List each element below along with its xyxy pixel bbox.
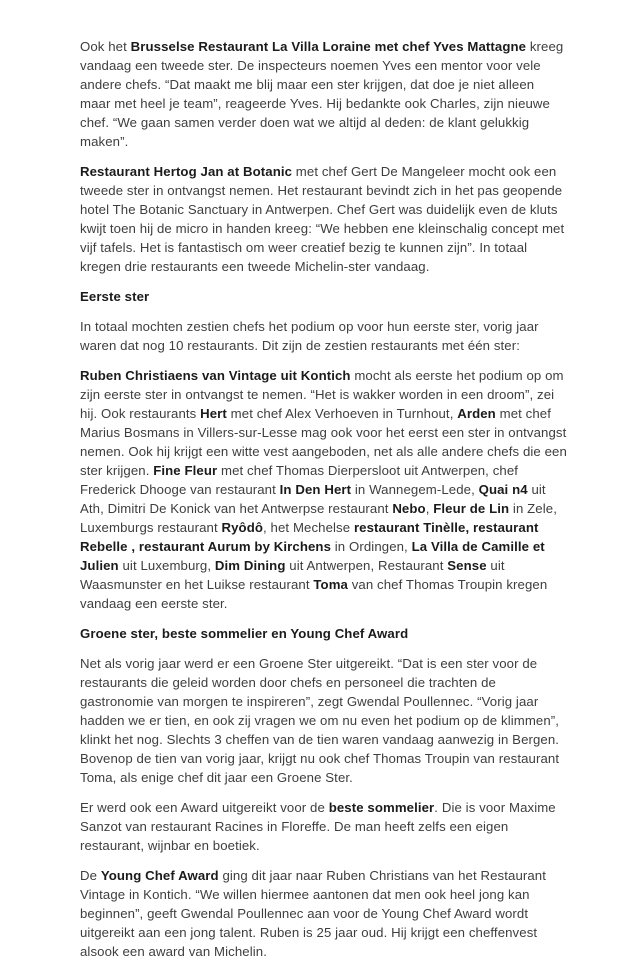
text-run: in Wannegem-Lede, bbox=[351, 482, 479, 497]
text-run: Er werd ook een Award uitgereikt voor de bbox=[80, 800, 329, 815]
text-run: , bbox=[425, 501, 434, 516]
text-run: met chef Alex Verhoeven in Turnhout, bbox=[226, 406, 458, 421]
text-run: uit Luxemburg, bbox=[118, 558, 215, 573]
bold-text-run: Fine Fleur bbox=[153, 463, 218, 478]
bold-text-run: beste sommelier bbox=[328, 800, 435, 815]
bold-text-run: Brusselse Restaurant La Villa Loraine met chef Yves Mattagne bbox=[130, 39, 527, 54]
text-run: Ook het bbox=[80, 39, 131, 54]
bold-text-run: Young Chef Award bbox=[100, 868, 219, 883]
bold-text-run: Ryôdô bbox=[221, 520, 264, 535]
article-paragraph bbox=[80, 162, 568, 276]
section-heading bbox=[80, 624, 568, 643]
bold-text-run: Toma bbox=[313, 577, 348, 592]
text-run: in Zele, Luxemburgs restaurant bbox=[80, 501, 557, 535]
bold-text-run: Groene ster, beste sommelier en Young Chef Award bbox=[80, 626, 409, 641]
text-run: mocht als eerste het podium op om zijn eerste ster in ontvangst te nemen. “Het is wakker worden in een droom”, zei hij. Ook restaurants bbox=[80, 368, 564, 421]
text-run: uit Antwerpen, Restaurant bbox=[285, 558, 448, 573]
article-paragraph bbox=[80, 798, 568, 855]
bold-text-run: Fleur de Lin bbox=[433, 501, 510, 516]
text-run: kreeg vandaag een tweede ster. De inspecteurs noemen Yves een mentor voor vele andere chefs. “Dat maakt me blij maar een ster krijgen, dat doe je niet alleen maar met heel je team”, reageerde Yves. Hij bedankte ook Charles, zijn nieuwe chef. “We gaan samen verder doen wat we altijd al deden: de klant gelukkig maken”. bbox=[80, 39, 564, 149]
bold-text-run: Eerste ster bbox=[80, 289, 150, 304]
bold-text-run: Dim Dining bbox=[214, 558, 286, 573]
text-run: met chef Thomas Dierpersloot uit Antwerpen, chef Frederick Dhooge van restaurant bbox=[80, 463, 519, 497]
article-paragraph bbox=[80, 866, 568, 961]
text-run: . Die is voor Maxime Sanzot van restaurant Racines in Floreffe. De man heeft zelfs een eigen restaurant, wijnbar en boetiek. bbox=[80, 800, 556, 853]
section-heading bbox=[80, 287, 568, 306]
article-paragraph bbox=[80, 654, 568, 787]
article-paragraph bbox=[80, 317, 568, 355]
article-paragraph bbox=[80, 37, 568, 151]
text-run: met chef Gert De Mangeleer mocht ook een tweede ster in ontvangst nemen. Het restaurant bevindt zich in het pas geopende hotel The Botanic Sanctuary in Antwerpen. Chef Gert was duidelijk even de kluts kwijt toen hij de micro in handen kreeg: “We hebben ene kleinschalig concept met vijf tafels. Het is fantastisch om weer creatief bezig te kunnen zijn”. In totaal kregen drie restaurants een tweede Michelin-ster vandaag. bbox=[80, 164, 565, 274]
bold-text-run: Arden bbox=[457, 406, 496, 421]
bold-text-run: Hert bbox=[200, 406, 227, 421]
bold-text-run: Sense bbox=[447, 558, 487, 573]
text-run: met chef Marius Bosmans in Villers-sur-Lesse mag ook voor het eerst een ster in ontvangst nemen. Ook hij krijgt een witte vest aangeboden, net als alle andere chefs die een ster krijgen. bbox=[80, 406, 567, 478]
bold-text-run: Restaurant Hertog Jan at Botanic bbox=[80, 164, 293, 179]
text-run: , het Mechelse bbox=[263, 520, 354, 535]
text-run: in Ordingen, bbox=[331, 539, 412, 554]
text-run: ging dit jaar naar Ruben Christians van het Restaurant Vintage in Kontich. “We willen hiermee aantonen dat men ook heel jong kan beginnen”, geeft Gwendal Poullennec aan voor de Young Chef Award wordt uitgereikt aan een jong talent. Ruben is 25 jaar oud. Hij krijgt een cheffenvest alsook een award van Michelin. bbox=[80, 868, 546, 959]
text-run: Net als vorig jaar werd er een Groene Ster uitgereikt. “Dat is een ster voor de restaurants die geleid worden door chefs en personeel die trachten de gastronomie van morgen te inspireren”, zegt Gwendal Poullennec. “Vorig jaar hadden we er tien, en ook zij vragen we om nu even het podium op de klimmen”, klinkt het nog. Slechts 3 cheffen van de tien waren vandaag aanwezig in Bergen. Bovenop de tien van vorig jaar, krijgt nu ook chef Thomas Troupin van restaurant Toma, als enige chef dit jaar een Groene Ster. bbox=[80, 656, 560, 785]
article-paragraph bbox=[80, 366, 568, 613]
text-run: uit Ath, Dimitri De Konick van het Antwerpse restaurant bbox=[80, 482, 546, 516]
bold-text-run: Quai n4 bbox=[478, 482, 528, 497]
text-run: De bbox=[80, 868, 101, 883]
text-run: uit Waasmunster en het Luikse restaurant bbox=[80, 558, 505, 592]
bold-text-run: In Den Hert bbox=[279, 482, 352, 497]
bold-text-run: Ruben Christiaens van Vintage uit Kontich bbox=[80, 368, 351, 383]
text-run: In totaal mochten zestien chefs het podium op voor hun eerste ster, vorig jaar waren dat nog 10 restaurants. Dit zijn de zestien restaurants met één ster: bbox=[80, 319, 539, 353]
bold-text-run: restaurant Tinèlle, restaurant Rebelle , restaurant Aurum by Kirchens bbox=[80, 520, 539, 554]
bold-text-run: Nebo bbox=[392, 501, 426, 516]
bold-text-run: La Villa de Camille et Julien bbox=[80, 539, 545, 573]
text-run: van chef Thomas Troupin kregen vandaag een eerste ster. bbox=[80, 577, 548, 611]
